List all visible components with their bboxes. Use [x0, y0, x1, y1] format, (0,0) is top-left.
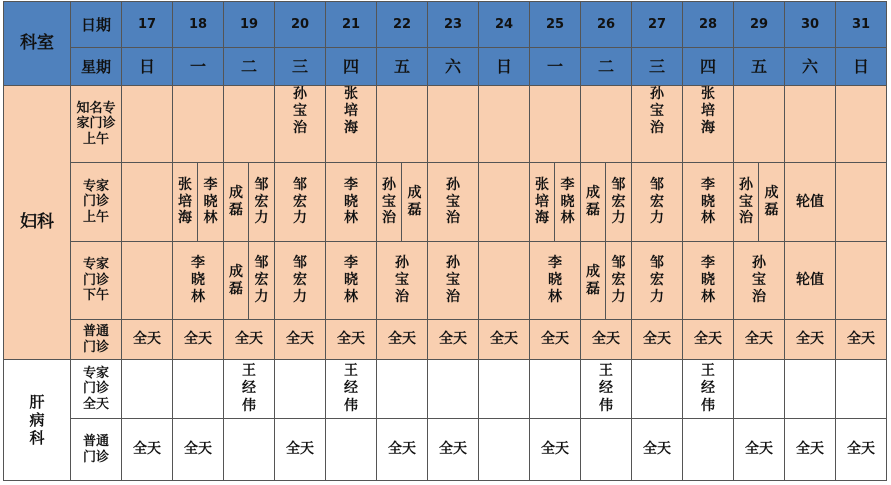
liver-expert-row [4, 360, 887, 419]
empty-cell [683, 419, 734, 481]
date-19: 19 [224, 2, 275, 48]
gyn-general-17: 全天 [122, 320, 173, 360]
date-30: 30 [785, 2, 836, 48]
gyn-expert-pm-26b: 邹宏力 [606, 242, 632, 320]
gyn-expert-pm-label: 专家门诊下午 [71, 242, 122, 320]
liver-general-18: 全天 [173, 419, 224, 481]
empty-cell [224, 419, 275, 481]
gyn-famous-am-label: 知名专家门诊上午 [71, 86, 122, 163]
empty-cell [326, 419, 377, 481]
empty-cell [581, 419, 632, 481]
gyn-general-25: 全天 [530, 320, 581, 360]
weekday-31: 日 [836, 48, 887, 86]
liver-general-30: 全天 [785, 419, 836, 481]
date-20: 20 [275, 2, 326, 48]
gyn-general-20: 全天 [275, 320, 326, 360]
empty-cell [275, 360, 326, 419]
gyn-famous-am-27: 孙宝治 [632, 86, 683, 163]
weekday-24: 日 [479, 48, 530, 86]
weekday-21: 四 [326, 48, 377, 86]
date-23: 23 [428, 2, 479, 48]
gyn-expert-pm-25: 李晓林 [530, 242, 581, 320]
gyn-expert-am-26a: 成磊 [581, 163, 606, 242]
empty-cell [479, 163, 530, 242]
empty-cell [530, 360, 581, 419]
empty-cell [224, 86, 275, 163]
weekday-23: 六 [428, 48, 479, 86]
gyn-general-31: 全天 [836, 320, 887, 360]
date-29: 29 [734, 2, 785, 48]
gyn-general-22: 全天 [377, 320, 428, 360]
date-25: 25 [530, 2, 581, 48]
empty-cell [479, 419, 530, 481]
date-28: 28 [683, 2, 734, 48]
liver-general-27: 全天 [632, 419, 683, 481]
weekday-row [4, 48, 887, 86]
gyn-expert-pm-19b: 邹宏力 [249, 242, 275, 320]
gyn-general-26: 全天 [581, 320, 632, 360]
empty-cell [734, 360, 785, 419]
empty-cell [428, 360, 479, 419]
gyn-general-24: 全天 [479, 320, 530, 360]
empty-cell [581, 86, 632, 163]
gyn-expert-am-label: 专家门诊上午 [71, 163, 122, 242]
empty-cell [122, 86, 173, 163]
gyn-expert-pm-28: 李晓林 [683, 242, 734, 320]
gyn-general-18: 全天 [173, 320, 224, 360]
gyn-famous-am-20: 孙宝治 [275, 86, 326, 163]
liver-dept: 肝病科 [4, 360, 71, 481]
empty-cell [428, 86, 479, 163]
weekday-18: 一 [173, 48, 224, 86]
date-label: 日期 [71, 2, 122, 48]
date-22: 22 [377, 2, 428, 48]
gynecology-dept: 妇科 [4, 86, 71, 360]
weekday-19: 二 [224, 48, 275, 86]
weekday-20: 三 [275, 48, 326, 86]
empty-cell [173, 360, 224, 419]
empty-cell [479, 360, 530, 419]
liver-general-17: 全天 [122, 419, 173, 481]
liver-expert-26: 王经伟 [581, 360, 632, 419]
liver-general-label: 普通门诊 [71, 419, 122, 481]
date-31: 31 [836, 2, 887, 48]
gyn-expert-pm-19a: 成磊 [224, 242, 249, 320]
empty-cell [479, 242, 530, 320]
weekday-label: 星期 [71, 48, 122, 86]
gyn-expert-pm-29: 孙宝治 [734, 242, 785, 320]
gyn-expert-am-26b: 邹宏力 [606, 163, 632, 242]
empty-cell [836, 86, 887, 163]
gyn-expert-am-23: 孙宝治 [428, 163, 479, 242]
date-24: 24 [479, 2, 530, 48]
empty-cell [836, 163, 887, 242]
gyn-expert-pm-21: 李晓林 [326, 242, 377, 320]
gyn-expert-am-27: 邹宏力 [632, 163, 683, 242]
gyn-expert-am-row [4, 163, 887, 242]
empty-cell [836, 360, 887, 419]
gyn-expert-pm-20: 邹宏力 [275, 242, 326, 320]
empty-cell [836, 242, 887, 320]
weekday-30: 六 [785, 48, 836, 86]
liver-general-20: 全天 [275, 419, 326, 481]
schedule-table [3, 1, 887, 481]
gyn-expert-pm-row [4, 242, 887, 320]
date-21: 21 [326, 2, 377, 48]
empty-cell [377, 360, 428, 419]
empty-cell [173, 86, 224, 163]
gyn-expert-am-20: 邹宏力 [275, 163, 326, 242]
gyn-general-label: 普通门诊 [71, 320, 122, 360]
weekday-29: 五 [734, 48, 785, 86]
gyn-expert-am-29b: 成磊 [759, 163, 785, 242]
gyn-general-23: 全天 [428, 320, 479, 360]
weekday-25: 一 [530, 48, 581, 86]
weekday-17: 日 [122, 48, 173, 86]
liver-general-25: 全天 [530, 419, 581, 481]
gyn-expert-am-18a: 张培海 [173, 163, 198, 242]
gyn-expert-am-21: 李晓林 [326, 163, 377, 242]
empty-cell [377, 86, 428, 163]
gyn-famous-am-28: 张培海 [683, 86, 734, 163]
liver-general-row [4, 419, 887, 481]
gyn-expert-am-28: 李晓林 [683, 163, 734, 242]
gyn-general-28: 全天 [683, 320, 734, 360]
gyn-expert-am-22a: 孙宝治 [377, 163, 402, 242]
gyn-general-19: 全天 [224, 320, 275, 360]
gyn-expert-pm-27: 邹宏力 [632, 242, 683, 320]
gyn-expert-pm-22: 孙宝治 [377, 242, 428, 320]
weekday-22: 五 [377, 48, 428, 86]
gyn-expert-am-29a: 孙宝治 [734, 163, 759, 242]
date-18: 18 [173, 2, 224, 48]
liver-expert-28: 王经伟 [683, 360, 734, 419]
gyn-expert-pm-26a: 成磊 [581, 242, 606, 320]
gyn-expert-pm-23: 孙宝治 [428, 242, 479, 320]
liver-expert-19: 王经伟 [224, 360, 275, 419]
gyn-general-row [4, 320, 887, 360]
gyn-expert-pm-30: 轮值 [785, 242, 836, 320]
weekday-26: 二 [581, 48, 632, 86]
liver-expert-21: 王经伟 [326, 360, 377, 419]
gyn-famous-am-row [4, 86, 887, 163]
liver-general-29: 全天 [734, 419, 785, 481]
gyn-famous-am-21: 张培海 [326, 86, 377, 163]
empty-cell [122, 360, 173, 419]
empty-cell [122, 163, 173, 242]
empty-cell [479, 86, 530, 163]
empty-cell [122, 242, 173, 320]
gyn-expert-am-22b: 成磊 [402, 163, 428, 242]
empty-cell [785, 360, 836, 419]
gyn-general-21: 全天 [326, 320, 377, 360]
gyn-general-27: 全天 [632, 320, 683, 360]
liver-general-22: 全天 [377, 419, 428, 481]
empty-cell [530, 86, 581, 163]
gyn-expert-am-25a: 张培海 [530, 163, 555, 242]
date-17: 17 [122, 2, 173, 48]
gyn-general-29: 全天 [734, 320, 785, 360]
empty-cell [785, 86, 836, 163]
weekday-27: 三 [632, 48, 683, 86]
gyn-expert-am-18b: 李晓林 [198, 163, 224, 242]
gyn-expert-am-25b: 李晓林 [555, 163, 581, 242]
liver-general-23: 全天 [428, 419, 479, 481]
empty-cell [734, 86, 785, 163]
liver-expert-label: 专家门诊全天 [71, 360, 122, 419]
gyn-general-30: 全天 [785, 320, 836, 360]
gyn-expert-am-19a: 成磊 [224, 163, 249, 242]
empty-cell [632, 360, 683, 419]
weekday-28: 四 [683, 48, 734, 86]
date-26: 26 [581, 2, 632, 48]
gyn-expert-am-19b: 邹宏力 [249, 163, 275, 242]
gyn-expert-am-30: 轮值 [785, 163, 836, 242]
date-27: 27 [632, 2, 683, 48]
department-header: 科室 [4, 2, 71, 86]
gyn-expert-pm-18: 李晓林 [173, 242, 224, 320]
liver-general-31: 全天 [836, 419, 887, 481]
date-row [4, 2, 887, 48]
